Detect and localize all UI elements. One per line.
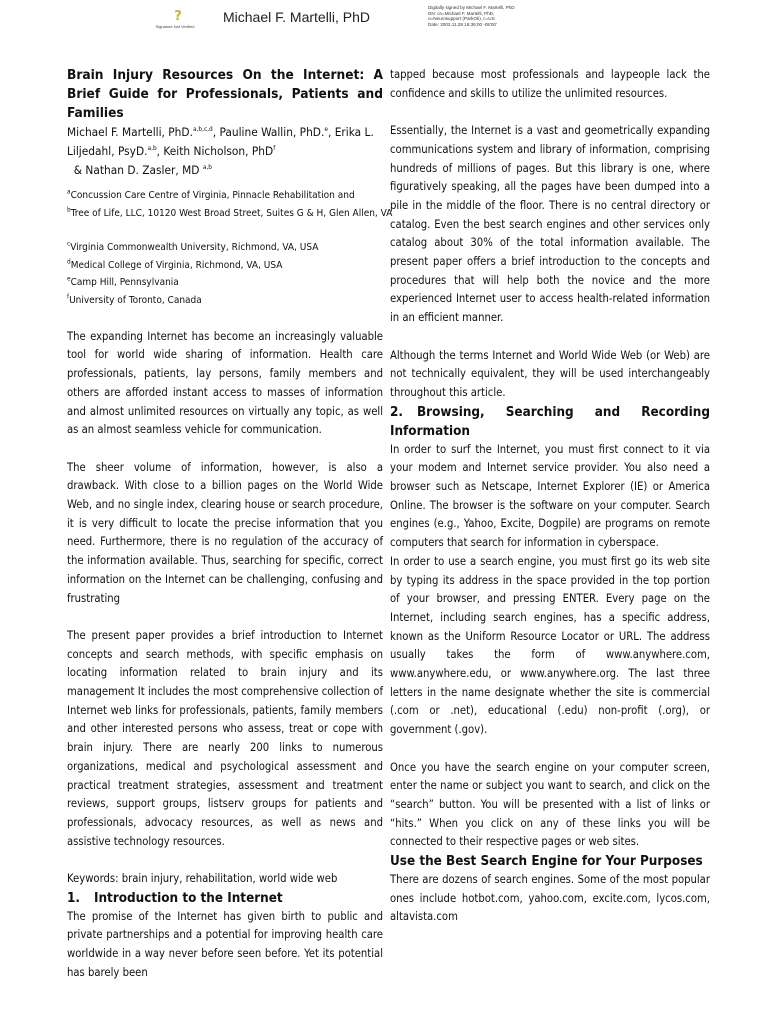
body-paragraph: In order to use a search engine, you must first go its web site by typing its address in the space provided in the top portion of your browser, and pressing ENTER. Every page on the Internet, including search engines, has a specific address, known as the Uniform Resource Locator or URL. The address usually takes the form of www.anywhere.com, www.anywhere.edu, or www.anywhere.org. The last three letters in the name designate whether the site is commercial (.com or .net), educational (.edu) non-profit (.org), or government (.gov). <box>390 554 710 737</box>
affiliation-marker: b <box>67 205 71 214</box>
affiliation <box>67 292 383 310</box>
signature-status[interactable] <box>155 9 198 34</box>
author-list <box>67 123 383 180</box>
signer-name: Michael F. Martelli, PhD <box>223 9 371 25</box>
section-heading <box>390 403 710 441</box>
affiliation <box>67 257 383 275</box>
question-mark-icon: ? <box>174 9 182 24</box>
signature-status-label: Signature Not Verified <box>155 24 195 29</box>
abstract-paragraph: The present paper provides a brief introduction to Internet concepts and search methods, with specific emphasis on locating information related to brain injury and its management It includes the most comprehensive collection of Internet web links for professionals, patients, family members and other interested persons who assess, treat or cope with brain injury. There are nearly 200 links to numerous organizations, medical and psychological assessment and practical treatment strategies, assessment and treatment reviews, support groups, listserv groups for patients and professionals, advocacy resources, as well as news and assistive technology resources. <box>67 628 383 848</box>
author-name: , Erika L. Liljedahl, PsyD. <box>67 125 374 158</box>
signature-details <box>428 5 515 27</box>
author-affiliation-marker: e <box>324 125 328 134</box>
author-name: & Nathan D. Zasler, MD <box>67 163 200 177</box>
signature-detail-line: o=Neurosupport (ParkOk), c=US <box>428 16 495 22</box>
section-title: Browsing, Searching and Recording Information <box>390 404 710 439</box>
affiliation-text: Medical College of Virginia, Richmond, VA, USA <box>70 259 283 271</box>
affiliation-marker: e <box>67 274 71 283</box>
keywords: Keywords: brain injury, rehabilitation, world wide web <box>67 872 338 886</box>
author-name: Michael F. Martelli, PhD. <box>67 125 193 139</box>
section-number: 1. <box>67 890 80 906</box>
affiliation-text: Concussion Care Centre of Virginia, Pinnacle Rehabilitation and <box>70 190 355 201</box>
affiliation-text: Tree of Life, LLC, 10120 West Broad Street, Suites G & H, Glen Allen, VA <box>70 207 393 219</box>
affiliation-marker: d <box>67 257 71 266</box>
signature-detail-line: Date: 2002.11.28 16:36:00 -05'00' <box>428 21 497 27</box>
author-name: , Keith Nicholson, PhD <box>156 144 274 158</box>
body-paragraph: Essentially, the Internet is a vast and geometrically expanding communications system and library of information, comprising hundreds of millions of pages. But this library is one, where figuratively speaking, all the pages have been dumped into a pile in the middle of the floor. There is no central directory or catalog. Even the best search engines and other services only catalog about 30% of the total information available. The present paper offers a brief introduction to the concepts and procedures that will help both the novice and the more experienced Internet user to access health-related information in an efficient manner. <box>390 124 710 325</box>
signature-detail-line: Digitally signed by Michael F. Martelli, PhD <box>428 5 515 10</box>
body-paragraph: There are dozens of search engines. Some of the most popular ones include hotbot.com, yahoo.com, excite.com, lycos.com, altavista.com <box>390 873 710 924</box>
body-paragraph: The promise of the Internet has given birth to public and private partnerships and a potential for improving health care worldwide in a way never before seen before. Yet its potential has barely been <box>67 909 383 979</box>
author-affiliation-marker: a,b,c,d <box>192 125 213 134</box>
author-affiliation-marker: a,b <box>202 163 212 172</box>
subsection-heading: Use the Best Search Engine for Your Purposes <box>390 854 703 870</box>
signature-detail-line: DN: cn=Michael F. Martelli, PhD, <box>428 10 495 16</box>
body-paragraph: In order to surf the Internet, you must first connect to it via your modem and Internet service provider. You also need a browser such as Netscape, Internet Explorer (IE) or America Online. The browser is the software on your computer. Search engines (e.g., Yahoo, Excite, Dogpile) are programs on remote computers that search for information in cyberspace. <box>390 442 710 550</box>
author-affiliation-marker: f <box>273 144 276 153</box>
body-paragraph: Once you have the search engine on your computer screen, enter the name or subject you want to search, and click on the “search” button. You will be presented with a list of links or “hits.” When you click on any of these links you will be connected to their respective pages or web sites. <box>390 760 710 849</box>
abstract-paragraph: The expanding Internet has become an increasingly valuable tool for world wide sharing of information. Health care professionals, patients, lay persons, family members and others are afforded instant access to masses of information and almost unlimited resources on virtually any topic, as well as an almost seamless vehicle for communication. <box>67 329 383 437</box>
affiliation-marker: c <box>67 239 71 248</box>
affiliation-text: Camp Hill, Pennsylvania <box>70 277 179 288</box>
left-column <box>67 66 393 983</box>
affiliation <box>67 205 393 223</box>
section-title: Introduction to the Internet <box>94 890 283 906</box>
body-paragraph: Although the terms Internet and World Wide Web (or Web) are not technically equivalent, they will be used interchangeably throughout this article. <box>390 348 710 399</box>
section-heading <box>67 889 383 908</box>
affiliation-marker: f <box>67 292 70 301</box>
affiliation-text: Virginia Commonwealth University, Richmond, VA, USA <box>70 242 319 253</box>
affiliation-text: University of Toronto, Canada <box>69 294 202 306</box>
body-paragraph: tapped because most professionals and laypeople lack the confidence and skills to utilize the unlimited resources. <box>390 68 710 100</box>
article-title: Brain Injury Resources On the Internet: A Brief Guide for Professionals, Patients and Families <box>67 67 383 121</box>
affiliation <box>67 187 383 205</box>
affiliation <box>67 239 383 257</box>
abstract-paragraph: The sheer volume of information, however, is also a drawback. With close to a billion pages on the World Wide Web, and no single index, clearing house or search procedure, it is very difficult to locate the precise information that you need. Furthermore, there is no regulation of the accuracy of the information available. Thus, searching for specific, correct information on the Internet can be challenging, confusing and frustrating <box>67 460 383 605</box>
section-number: 2. <box>390 404 403 420</box>
affiliation <box>67 274 383 292</box>
author-name: , Pauline Wallin, PhD. <box>212 125 325 139</box>
affiliation-marker: a <box>67 187 71 196</box>
right-column <box>390 66 710 927</box>
author-affiliation-marker: a,b <box>147 144 157 153</box>
